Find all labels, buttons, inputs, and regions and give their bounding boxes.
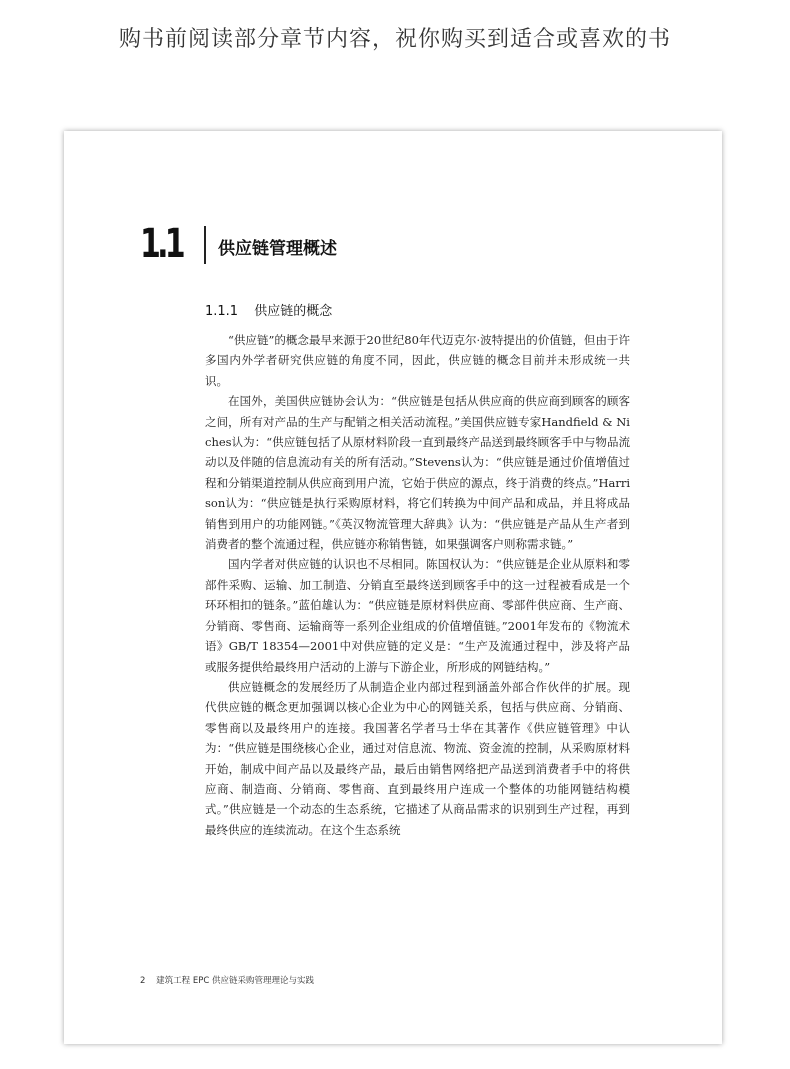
running-title: 建筑工程 EPC 供应链采购管理理论与实践	[156, 976, 314, 986]
paragraph: 供应链概念的发展经历了从制造企业内部过程到涵盖外部合作伙伴的扩展。现代供应链的概念更加强调以核心企业为中心的网链关系，包括与供应商、分销商、零售商以及最终用户的连接。我国著名学者马士华在其著作《供应链管理》中认为：“供应链是围绕核心企业，通过对信息流、物流、资金流的控制，从采购原材料开始，制成中间产品以及最终产品，最后由销售网络把产品送到消费者手中的将供应商、制造商、分销商、零售商、直到最终用户连成一个整体的功能网链结构模式。”供应链是一个动态的生态系统，它描述了从商品需求的识别到生产过程，再到最终供应的连续流动。在这个生态系统	[205, 679, 630, 837]
chapter-number: 1.1	[140, 221, 182, 267]
section-heading	[205, 300, 332, 319]
paragraph: 在国外，美国供应链协会认为：“供应链是包括从供应商的供应商到顾客的顾客之间，所有对产品的生产与配销之相关活动流程。”美国供应链专家Handfield & Niches认为：“供应链包括了从原材料阶段一直到最终产品送到最终顾客手中与物品流动以及伴随的信息流动有关的所有活动。”Stevens认为：“供应链是通过价值增值过程和分销渠道控制从供应商到用户流，它始于供应的源点，终于消费的终点。”Harrison认为：“供应链是执行采购原材料，将它们转换为中间产品和成品，并且将成品销售到用户的功能网链。”《英汉物流管理大辞典》认为：“供应链是产品从生产者到消费者的整个流通过程，供应链亦称销售链，如果强调客户则称需求链。”	[205, 394, 630, 552]
section-title: 供应链的概念	[254, 304, 333, 319]
body-text	[205, 330, 630, 840]
section-number: 1.1.1	[205, 304, 239, 319]
paragraph: “供应链”的概念最早来源于20世纪80年代迈克尔·波特提出的价值链，但由于许多国内外学者研究供应链的角度不同，因此，供应链的概念目前并未形成统一共识。	[205, 333, 630, 388]
chapter-divider	[204, 226, 206, 264]
page-footer	[140, 974, 314, 986]
banner-text: 购书前阅读部分章节内容，祝你购买到适合或喜欢的书	[118, 27, 671, 52]
chapter-title: 供应链管理概述	[218, 239, 337, 259]
paragraph: 国内学者对供应链的认识也不尽相同。陈国权认为：“供应链是企业从原料和零部件采购、运输、加工制造、分销直至最终送到顾客手中的这一过程被看成是一个环环相扣的链条。”蓝伯雄认为：“供应链是原材料供应商、零部件供应商、生产商、分销商、零售商、运输商等一系列企业组成的价值增值链。”2001年发布的《物流术语》GB/T 18354—2001中对供应链的定义是：“生产及流通过程中，涉及将产品或服务提供给最终用户活动的上游与下游企业，所形成的网链结构。”	[205, 557, 630, 674]
page-number: 2	[140, 976, 146, 986]
